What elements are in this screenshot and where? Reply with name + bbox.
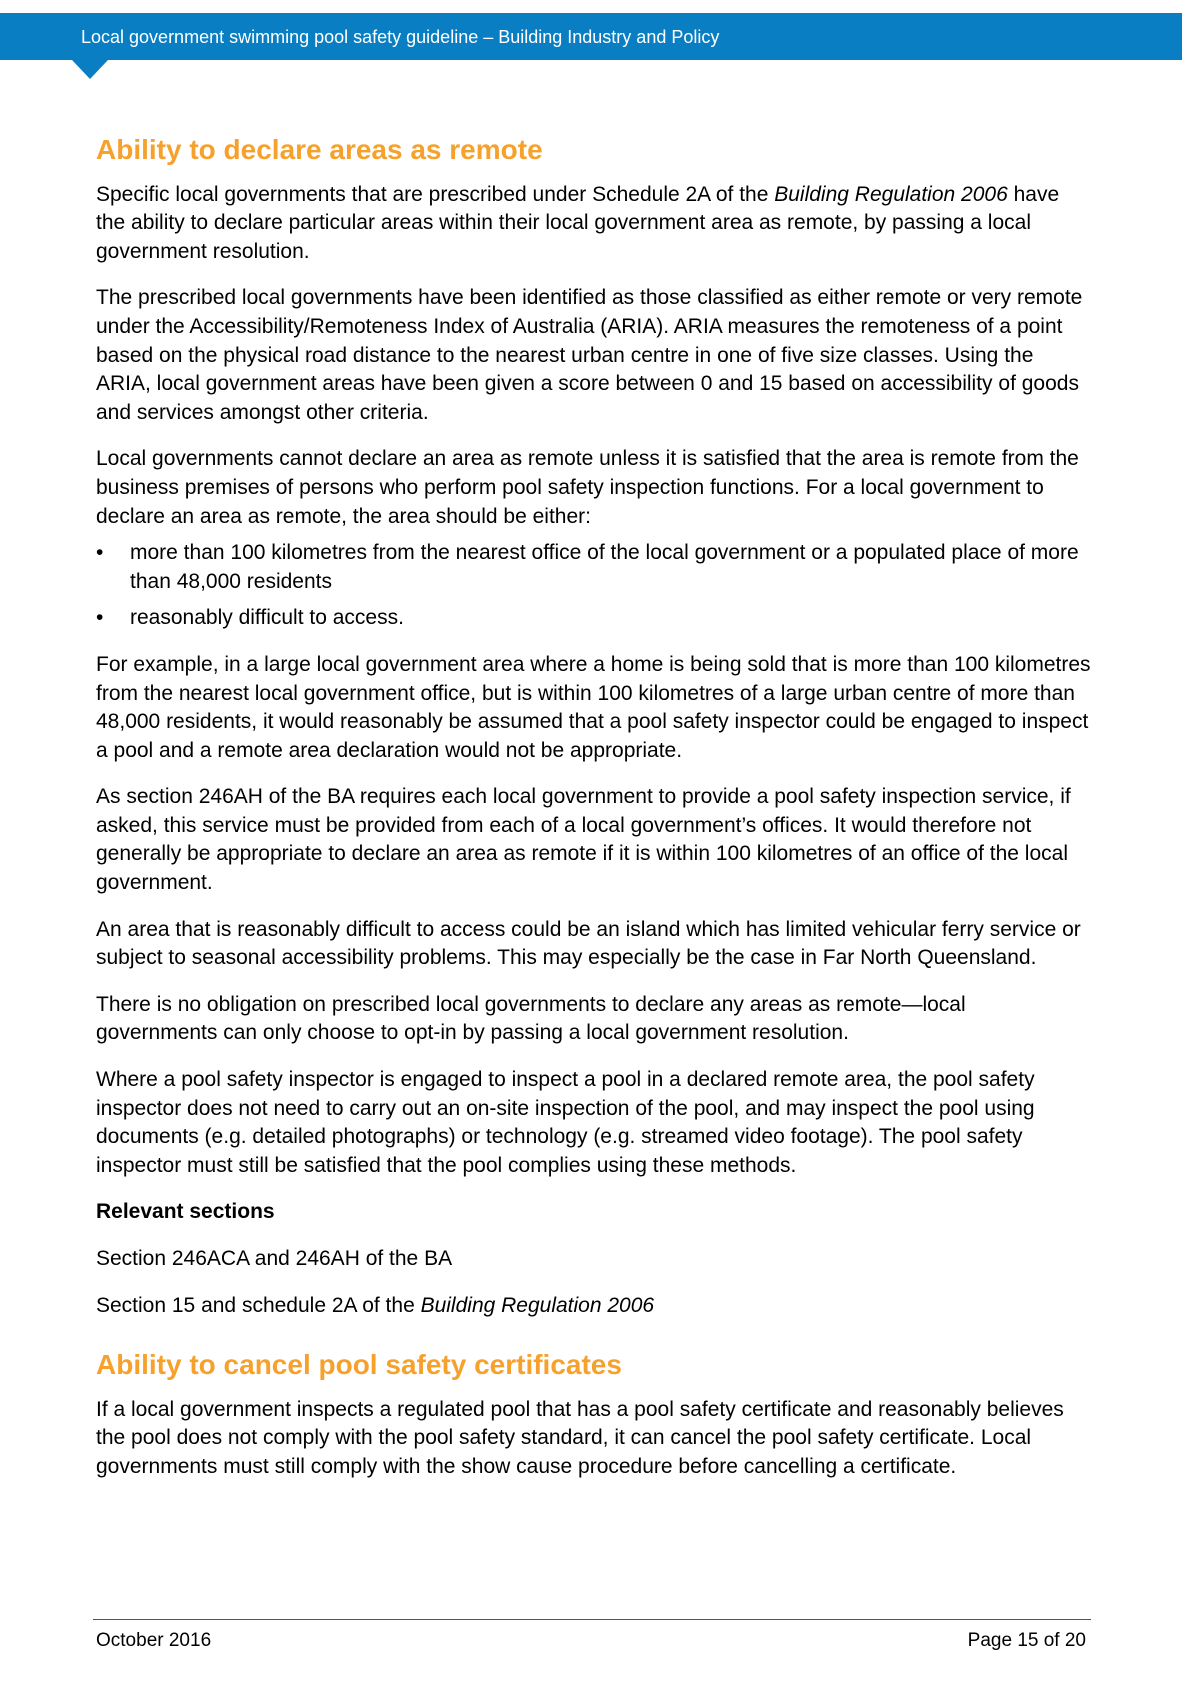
relevant-section: Section 246ACA and 246AH of the BA (96, 1247, 453, 1270)
relevant-sections-heading: Relevant sections (96, 1200, 275, 1224)
page-content (96, 133, 1092, 1500)
header-title: Local government swimming pool safety guideline – Building Industry and Policy (81, 27, 720, 47)
paragraph: Local governments cannot declare an area as remote unless it is satisfied that the area is remote from the business premises of persons who perform pool safety inspection functions. For a local government to declare an area as remote, the area should be either: (96, 447, 1079, 528)
paragraph: For example, in a large local government area where a home is being sold that is more than 100 kilometres from the nearest local government office, but is within 100 kilometres of a large urban centre of more than 48,000 residents, it would reasonably be assumed that a pool safety inspector could be engaged to inspect a pool and a remote area declaration would not be appropriate. (96, 652, 1091, 762)
section-heading-cancel: Ability to cancel pool safety certificates (96, 1349, 622, 1381)
text: Specific local governments that are prescribed under Schedule 2A of the (96, 182, 775, 206)
paragraph: Where a pool safety inspector is engaged to inspect a pool in a declared remote area, the pool safety inspector does not need to carry out an on-site inspection of the pool, and may inspect the pool using documents (e.g. detailed photographs) or technology (e.g. streamed video footage). The pool safety inspector must still be satisfied that the pool complies using these methods. (96, 1068, 1035, 1177)
paragraph: If a local government inspects a regulated pool that has a pool safety certificate and reasonably believes the pool does not comply with the pool safety standard, it can cancel the pool safety certificate. Local governments must still comply with the show cause procedure before cancelling a certificate. (96, 1397, 1064, 1478)
criteria-list (96, 539, 1092, 633)
header-pointer (72, 60, 108, 79)
text: Section 15 and schedule 2A of the (96, 1293, 421, 1317)
paragraph: There is no obligation on prescribed local governments to declare any areas as remote—local governments can only choose to opt-in by passing a local government resolution. (96, 992, 966, 1045)
list-item-text: more than 100 kilometres from the nearest office of the local government or a populated place of more than 48,000 residents (130, 541, 1079, 593)
relevant-section (96, 1292, 1092, 1321)
paragraph: The prescribed local governments have been identified as those classified as either remote or very remote under the Accessibility/Remoteness Index of Australia (ARIA). ARIA measures the remoteness of a point based on the physical road distance to the nearest urban centre in one of five size classes. Using the ARIA, local government areas have been given a score between 0 and 15 based on accessibility of goods and services amongst other criteria. (96, 286, 1083, 424)
list-item-text: reasonably difficult to access. (130, 606, 404, 630)
list-item (96, 604, 1092, 633)
footer-date: October 2016 (96, 1630, 212, 1651)
list-item (96, 539, 1092, 596)
paragraph: As section 246AH of the BA requires each local government to provide a pool safety inspection service, if asked, this service must be provided from each of a local government’s offices. It would therefore not generally be appropriate to declare an area as remote if it is within 100 kilometres of an office of the local government. (96, 785, 1071, 895)
regulation-title: Building Regulation 2006 (420, 1293, 655, 1317)
footer-divider (93, 1619, 1091, 1620)
bullet-icon: • (96, 606, 104, 630)
section-heading-remote: Ability to declare areas as remote (96, 134, 543, 165)
paragraph: An area that is reasonably difficult to access could be an island which has limited vehicular ferry service or subject to seasonal accessibility problems. This may especially be the case in Far North Queensland. (96, 917, 1081, 970)
page-number: Page 15 of 20 (967, 1630, 1086, 1651)
paragraph (96, 181, 1092, 267)
bullet-icon: • (96, 541, 104, 565)
text: have the ability to declare particular areas within their local government area as remote, by passing a local government resolution. (96, 182, 1060, 263)
regulation-title: Building Regulation 2006 (774, 182, 1008, 206)
